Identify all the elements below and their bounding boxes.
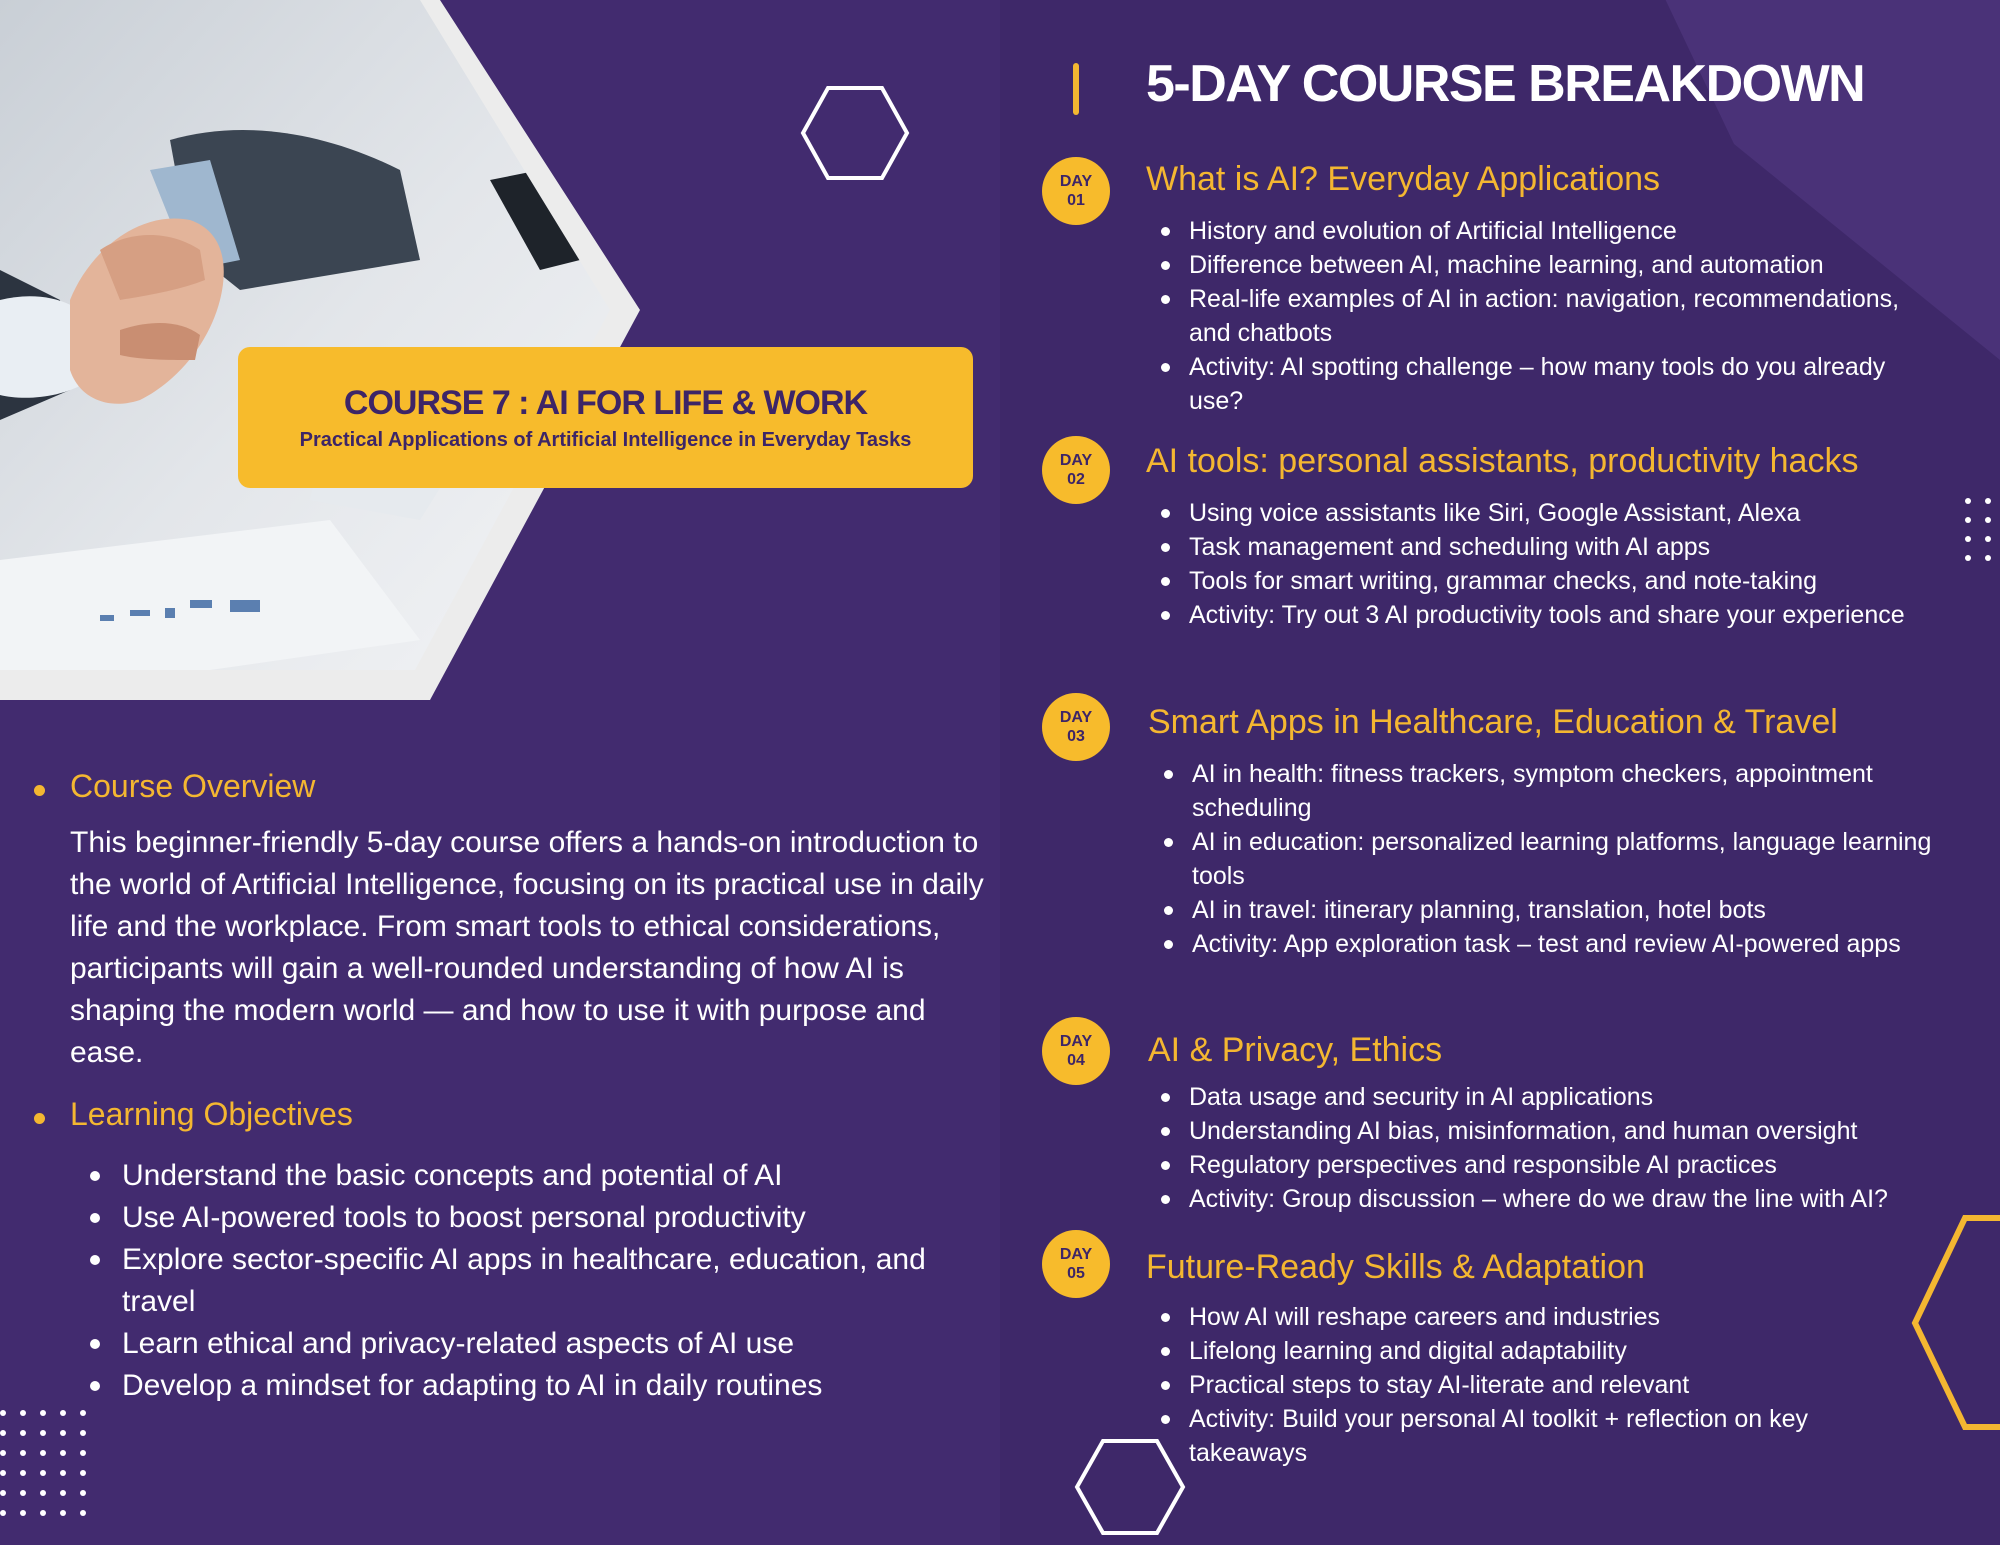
breakdown-title: 5-DAY COURSE BREAKDOWN (1146, 55, 1865, 113)
day-number: 04 (1067, 1052, 1085, 1069)
day-item: AI in education: personalized learning platforms, language learning tools (1160, 825, 1970, 893)
course-title: COURSE 7 : AI FOR LIFE & WORK (343, 383, 868, 422)
day-list-04 (1157, 1080, 1987, 1216)
day-label: DAY (1059, 1033, 1093, 1050)
day-item: Regulatory perspectives and responsible AI practices (1157, 1148, 1987, 1182)
day-list-05 (1157, 1300, 1917, 1470)
day-number: 05 (1067, 1265, 1085, 1282)
day-label: DAY (1059, 709, 1093, 726)
objectives-list (90, 1155, 990, 1407)
day-badge-02 (1042, 436, 1110, 504)
day-list-03 (1160, 757, 1970, 961)
day-badge-03 (1042, 693, 1110, 761)
overview-bullet (34, 785, 45, 796)
objectives-heading: Learning Objectives (70, 1096, 353, 1132)
day-item: AI in health: fitness trackers, symptom checkers, appointment scheduling (1160, 757, 1970, 825)
course-subtitle: Practical Applications of Artificial Intelligence in Everyday Tasks (299, 428, 912, 451)
day-item: Activity: Try out 3 AI productivity tools and share your experience (1157, 598, 1937, 632)
day-list-02 (1157, 496, 1937, 632)
day-badge-04 (1042, 1017, 1110, 1085)
day-title-02: AI tools: personal assistants, productivity hacks (1146, 442, 1859, 480)
day-number: 02 (1067, 471, 1085, 488)
day-item: Understanding AI bias, misinformation, and human oversight (1157, 1114, 1987, 1148)
day-item: Activity: AI spotting challenge – how many tools do you already use? (1157, 350, 1937, 418)
objective-item: Develop a mindset for adapting to AI in daily routines (90, 1365, 990, 1407)
overview-text: This beginner-friendly 5-day course offers a hands-on introduction to the world of Artificial Intelligence, focusing on its practical use in daily life and the workplace. From smart tools to ethical considerations, participants will gain a well-rounded understanding of how AI is shaping the modern world — and how to use it with purpose and ease. (70, 826, 984, 1069)
objective-item: Understand the basic concepts and potential of AI (90, 1155, 990, 1197)
day-item: Task management and scheduling with AI apps (1157, 530, 1937, 564)
day-item: Difference between AI, machine learning, and automation (1157, 248, 1937, 282)
day-badge-05 (1042, 1230, 1110, 1298)
course-banner (238, 347, 973, 488)
day-label: DAY (1059, 452, 1093, 469)
day-badge-01 (1042, 157, 1110, 225)
objective-item: Explore sector-specific AI apps in healthcare, education, and travel (90, 1239, 990, 1323)
day-item: Activity: App exploration task – test and review AI-powered apps (1160, 927, 1970, 961)
objective-item: Use AI-powered tools to boost personal productivity (90, 1197, 990, 1239)
overview-heading: Course Overview (70, 768, 316, 804)
hexagon-outline-icon (1910, 1215, 2000, 1430)
day-item: History and evolution of Artificial Intelligence (1157, 214, 1937, 248)
day-item: Real-life examples of AI in action: navigation, recommendations, and chatbots (1157, 282, 1937, 350)
day-item: Activity: Group discussion – where do we draw the line with AI? (1157, 1182, 1987, 1216)
day-item: AI in travel: itinerary planning, translation, hotel bots (1160, 893, 1970, 927)
hexagon-outline-icon (800, 85, 910, 181)
heading-accent-bar (1073, 63, 1079, 115)
objectives-bullet (34, 1113, 45, 1124)
day-label: DAY (1059, 173, 1093, 190)
day-item: Practical steps to stay AI-literate and relevant (1157, 1368, 1917, 1402)
day-title-03: Smart Apps in Healthcare, Education & Travel (1148, 703, 1838, 741)
day-item: Data usage and security in AI applications (1157, 1080, 1987, 1114)
day-item: Lifelong learning and digital adaptability (1157, 1334, 1917, 1368)
dot-grid-icon (0, 1410, 86, 1516)
day-item: Using voice assistants like Siri, Google Assistant, Alexa (1157, 496, 1937, 530)
day-label: DAY (1059, 1246, 1093, 1263)
objective-item: Learn ethical and privacy-related aspects of AI use (90, 1323, 990, 1365)
day-number: 03 (1067, 728, 1085, 745)
day-list-01 (1157, 214, 1937, 418)
day-item: How AI will reshape careers and industries (1157, 1300, 1917, 1334)
day-title-04: AI & Privacy, Ethics (1148, 1031, 1443, 1069)
day-item: Tools for smart writing, grammar checks, and note-taking (1157, 564, 1937, 598)
day-title-05: Future-Ready Skills & Adaptation (1146, 1248, 1645, 1286)
day-item: Activity: Build your personal AI toolkit + reflection on key takeaways (1157, 1402, 1917, 1470)
day-number: 01 (1067, 192, 1085, 209)
dot-grid-icon (1965, 498, 1991, 561)
day-title-01: What is AI? Everyday Applications (1146, 160, 1661, 198)
